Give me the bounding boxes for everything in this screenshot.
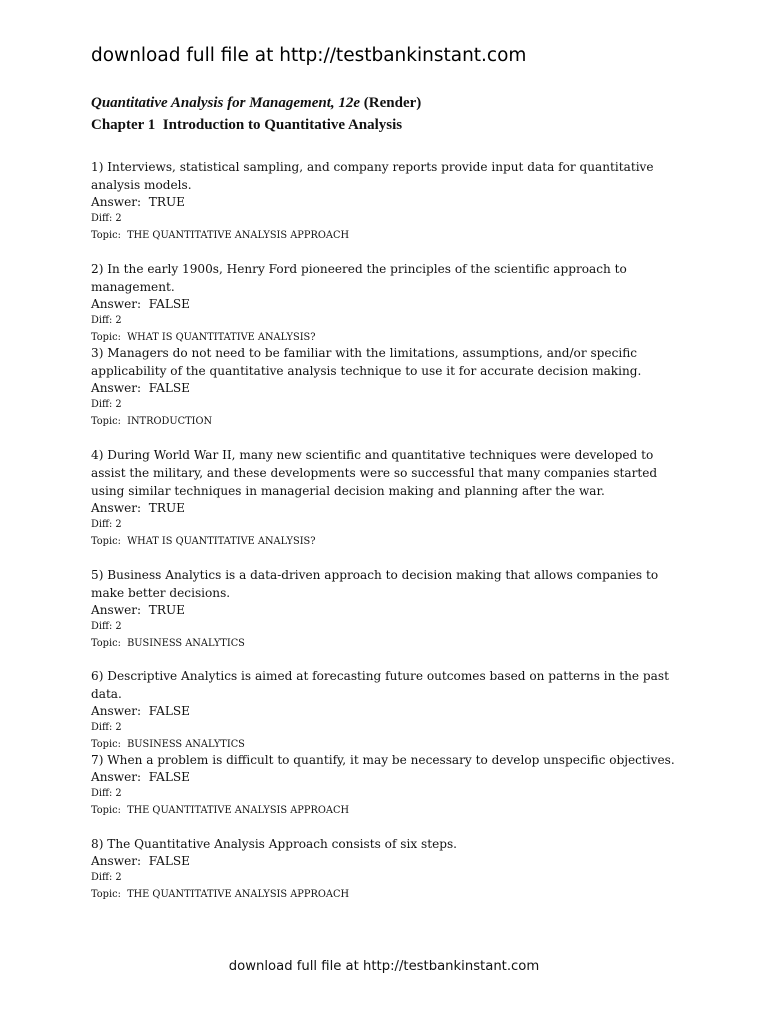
question-5 [91,566,691,652]
question-topic: Topic: INTRODUCTION [91,415,213,427]
question-4 [91,446,691,550]
question-2 [91,260,691,346]
question-3 [91,344,691,430]
question-text: 2) In the early 1900s, Henry Ford pioneered the principles of the scientific approach to management. [91,262,627,294]
question-topic: Topic: BUSINESS ANALYTICS [91,637,245,649]
footer-download-link[interactable]: download full file at http://testbankinstant.com [228,959,540,974]
book-title-italic: Quantitative Analysis for Management, 12e [91,95,361,111]
question-answer: Answer: TRUE [91,501,185,515]
question-8 [91,835,691,903]
question-1 [91,158,691,244]
question-difficulty: Diff: 2 [91,788,122,799]
question-text: 7) When a problem is difficult to quantify, it may be necessary to develop unspecific objectives. [91,753,675,767]
book-author: (Render) [363,95,422,111]
question-text: 8) The Quantitative Analysis Approach consists of six steps. [91,837,458,851]
question-topic: Topic: WHAT IS QUANTITATIVE ANALYSIS? [91,331,316,343]
question-answer: Answer: FALSE [91,297,190,311]
question-answer: Answer: TRUE [91,195,185,209]
question-difficulty: Diff: 2 [91,872,122,883]
question-answer: Answer: FALSE [91,381,190,395]
question-6 [91,667,691,753]
question-difficulty: Diff: 2 [91,399,122,410]
question-text: 4) During World War II, many new scientific and quantitative techniques were developed to assist the military, and these developments were so successful that many companies started using similar techniques in managerial decision making and planning after the war. [91,448,658,498]
question-text: 3) Managers do not need to be familiar with the limitations, assumptions, and/or specific applicability of the quantitative analysis technique to use it for accurate decision making. [91,346,642,378]
question-topic: Topic: THE QUANTITATIVE ANALYSIS APPROACH [91,229,350,241]
question-answer: Answer: TRUE [91,603,185,617]
chapter-title: Chapter 1 Introduction to Quantitative Analysis [91,117,403,133]
book-title [91,95,421,112]
question-difficulty: Diff: 2 [91,315,122,326]
question-text: 6) Descriptive Analytics is aimed at forecasting future outcomes based on patterns in the past data. [91,669,669,701]
question-topic: Topic: THE QUANTITATIVE ANALYSIS APPROACH [91,804,350,816]
question-difficulty: Diff: 2 [91,722,122,733]
question-text: 1) Interviews, statistical sampling, and company reports provide input data for quantitative analysis models. [91,160,654,192]
question-difficulty: Diff: 2 [91,519,122,530]
question-answer: Answer: FALSE [91,770,190,784]
header-download-link[interactable]: download full file at http://testbankinstant.com [91,45,527,66]
question-answer: Answer: FALSE [91,854,190,868]
question-topic: Topic: THE QUANTITATIVE ANALYSIS APPROACH [91,888,350,900]
question-7 [91,751,691,819]
question-difficulty: Diff: 2 [91,621,122,632]
question-topic: Topic: WHAT IS QUANTITATIVE ANALYSIS? [91,535,316,547]
question-text: 5) Business Analytics is a data-driven approach to decision making that allows companies to make better decisions. [91,568,659,600]
question-difficulty: Diff: 2 [91,213,122,224]
question-topic: Topic: BUSINESS ANALYTICS [91,738,245,750]
question-answer: Answer: FALSE [91,704,190,718]
